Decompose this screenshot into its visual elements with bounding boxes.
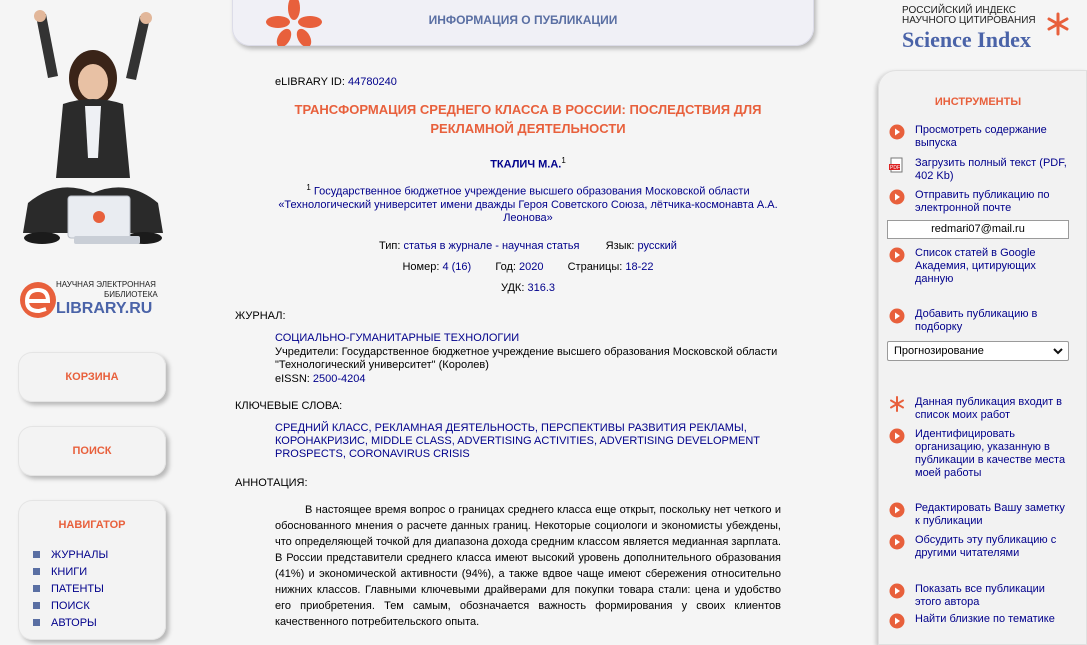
view-contents-link[interactable] bbox=[889, 124, 1069, 150]
nav-item-label: ПОИСК bbox=[51, 599, 90, 612]
journal-block bbox=[275, 332, 815, 386]
elibrary-id-value: 44780240 bbox=[347, 76, 397, 88]
science-index-line1: РОССИЙСКИЙ ИНДЕКС bbox=[902, 5, 1017, 16]
pages-value: 18-22 bbox=[625, 261, 654, 273]
arrow-circle-icon bbox=[889, 428, 905, 444]
edit-note-link[interactable] bbox=[889, 502, 1069, 528]
discuss-label: Обсудить эту публикацию с другими читателями bbox=[915, 534, 1057, 559]
udk-value: 316.3 bbox=[527, 282, 555, 294]
cart-button[interactable]: КОРЗИНА bbox=[18, 352, 166, 402]
show-all-author-publications-link[interactable] bbox=[889, 583, 1069, 609]
asterisk-icon bbox=[1046, 12, 1070, 36]
founder-label: Учредители: bbox=[275, 345, 339, 358]
search-button[interactable]: ПОИСК bbox=[18, 426, 166, 476]
nav-item-label: ПАТЕНТЫ bbox=[51, 582, 104, 595]
science-index-logo[interactable]: Science Index bbox=[902, 27, 1031, 52]
pdf-icon bbox=[889, 157, 905, 173]
nav-item-patents[interactable] bbox=[33, 580, 108, 597]
nav-item-label: ЖУРНАЛЫ bbox=[51, 548, 109, 561]
number-label: Номер: bbox=[402, 261, 440, 273]
language-label: Язык: bbox=[605, 240, 635, 252]
add-to-collection-label: Добавить публикацию в подборку bbox=[915, 308, 1038, 333]
bullet-icon bbox=[33, 585, 40, 592]
identify-organization-link[interactable] bbox=[889, 428, 1069, 480]
arrow-circle-icon bbox=[889, 308, 905, 324]
discuss-link[interactable] bbox=[889, 534, 1069, 560]
elibrary-id-row bbox=[275, 76, 397, 88]
abstract-section-label: АННОТАЦИЯ: bbox=[235, 477, 308, 489]
view-contents-label: Просмотреть содержание выпуска bbox=[915, 124, 1047, 149]
year-value: 2020 bbox=[518, 261, 544, 273]
affiliation[interactable] bbox=[262, 181, 794, 225]
science-index-line2: НАУЧНОГО ЦИТИРОВАНИЯ bbox=[902, 15, 1036, 26]
author-row bbox=[232, 156, 824, 171]
author-link[interactable]: ТКАЛИЧ М.А. bbox=[490, 158, 562, 171]
navigator-list bbox=[33, 546, 108, 631]
arrow-circle-icon bbox=[889, 583, 905, 599]
type-value: статья в журнале - научная статья bbox=[403, 240, 580, 252]
google-scholar-link[interactable] bbox=[889, 247, 1069, 286]
add-to-collection-link[interactable] bbox=[889, 308, 1069, 334]
bullet-icon bbox=[33, 568, 40, 575]
email-field[interactable]: redmari07@mail.ru bbox=[887, 220, 1069, 239]
affiliation-sup: 1 bbox=[306, 183, 311, 192]
eissn-label: eISSN: bbox=[275, 372, 310, 385]
keywords-section-label: КЛЮЧЕВЫЕ СЛОВА: bbox=[235, 400, 343, 412]
issue-row bbox=[232, 261, 824, 273]
in-my-works-label: Данная публикация входит в список моих работ bbox=[915, 396, 1063, 421]
elibrary-logo[interactable] bbox=[18, 278, 178, 323]
send-by-email-link[interactable] bbox=[889, 189, 1069, 215]
download-full-text-link[interactable] bbox=[889, 157, 1069, 183]
tools-title: ИНСТРУМЕНТЫ bbox=[934, 96, 1022, 108]
type-label: Тип: bbox=[379, 240, 401, 252]
udk-row bbox=[232, 282, 824, 294]
keywords-list[interactable]: СРЕДНИЙ КЛАСС, РЕКЛАМНАЯ ДЕЯТЕЛЬНОСТЬ, ПЕРСПЕКТИВЫ РАЗВИТИЯ РЕКЛАМЫ, КОРОНАКРИЗИС, MIDDLE CLASS, ADVERTISING ACTIVITIES, ADVERTISING DEVELOPMENT PROSPECTS, CORONAVIRUS CRISIS bbox=[275, 422, 760, 460]
logo-tagline-1: НАУЧНАЯ ЭЛЕКТРОННАЯ bbox=[56, 280, 156, 289]
bullet-icon bbox=[33, 602, 40, 609]
chevron-down-icon bbox=[1052, 344, 1064, 358]
type-language-row bbox=[232, 240, 824, 252]
abstract-text: В настоящее время вопрос о границах среднего класса еще открыт, поскольку нет четкого и обоснованного мнения о расчете данных границ. Некоторые социологи и экономисты убеждены, что определяющей точкой для диапазона дохода средним классом является медианная зарплата. В России представители среднего класса имеют высокий уровень дополнительного образования (41%) и экономической активности (94%), а также вдвое чаще имеют сбережения относительно нижних классов. Главными ключевыми драйверами для покупки товара стали: цена и удобство его приобретения. Тем самым, обозначается важность формирования у своих клиентов качественного потребительского опыта. bbox=[275, 504, 781, 628]
nav-item-journals[interactable] bbox=[33, 546, 108, 563]
download-full-text-label: Загрузить полный текст (PDF, 402 Kb) bbox=[915, 157, 1067, 182]
arrow-circle-icon bbox=[889, 534, 905, 550]
in-my-works-link[interactable] bbox=[889, 396, 1069, 422]
collection-select[interactable] bbox=[887, 341, 1069, 361]
edit-note-label: Редактировать Вашу заметку к публикации bbox=[915, 502, 1065, 527]
arrow-circle-icon bbox=[889, 189, 905, 205]
pages-label: Страницы: bbox=[567, 261, 623, 273]
find-similar-label: Найти близкие по тематике bbox=[915, 613, 1055, 625]
elibrary-id-label: eLIBRARY ID: bbox=[275, 76, 345, 88]
arrow-circle-icon bbox=[889, 613, 905, 629]
logo-tagline-2: БИБЛИОТЕКА bbox=[104, 290, 158, 299]
publication-title: ТРАНСФОРМАЦИЯ СРЕДНЕГО КЛАССА В РОССИИ: ПОСЛЕДСТВИЯ ДЛЯ РЕКЛАМНОЙ ДЕЯТЕЛЬНОСТИ bbox=[294, 102, 762, 136]
navigator-panel bbox=[18, 500, 166, 640]
arrow-circle-icon bbox=[889, 124, 905, 140]
collection-selected-value: Прогнозирование bbox=[894, 345, 984, 357]
founder-value: Государственное бюджетное учреждение высшего образования Московской области "Технологический университет" (Королев) bbox=[275, 345, 778, 371]
nav-item-label: АВТОРЫ bbox=[51, 616, 97, 629]
journal-section-label: ЖУРНАЛ: bbox=[235, 310, 286, 322]
nav-item-label: КНИГИ bbox=[51, 565, 88, 578]
eissn-value: 2500-4204 bbox=[312, 372, 366, 385]
year-label: Год: bbox=[495, 261, 516, 273]
google-scholar-label: Список статей в Google Академия, цитирующих данную bbox=[915, 247, 1036, 285]
affiliation-text: Государственное бюджетное учреждение высшего образования Московской области «Технологический университет имени дважды Героя Советского Союза, лётчика-космонавта А.А. Леонова» bbox=[278, 185, 778, 224]
bullet-icon bbox=[33, 551, 40, 558]
show-all-author-publications-label: Показать все публикации этого автора bbox=[915, 583, 1045, 608]
arrow-circle-icon bbox=[889, 502, 905, 518]
hero-illustration bbox=[18, 8, 168, 258]
issue-number-link[interactable]: 4 (16) bbox=[442, 261, 472, 273]
journal-link[interactable]: СОЦИАЛЬНО-ГУМАНИТАРНЫЕ ТЕХНОЛОГИИ bbox=[275, 332, 520, 344]
nav-item-books[interactable] bbox=[33, 563, 108, 580]
language-value: русский bbox=[637, 240, 677, 252]
udk-label: УДК: bbox=[500, 282, 525, 294]
send-by-email-label: Отправить публикацию по электронной почте bbox=[915, 189, 1050, 214]
asterisk-icon bbox=[889, 396, 905, 412]
svg-text:PDF: PDF bbox=[890, 165, 900, 171]
author-sup: 1 bbox=[561, 156, 566, 165]
nav-item-authors[interactable] bbox=[33, 614, 108, 631]
left-sidebar bbox=[0, 0, 200, 629]
nav-item-search[interactable] bbox=[33, 597, 108, 614]
find-similar-link[interactable] bbox=[889, 613, 1069, 629]
publication-content bbox=[232, 0, 832, 628]
navigator-title: НАВИГАТОР bbox=[58, 519, 126, 531]
logo-text: LIBRARY.RU bbox=[56, 300, 153, 317]
arrow-circle-icon bbox=[889, 247, 905, 263]
identify-organization-label: Идентифицировать организацию, указанную в публикации в качестве места моей работы bbox=[915, 428, 1066, 479]
page-title: ИНФОРМАЦИЯ О ПУБЛИКАЦИИ bbox=[428, 13, 618, 27]
